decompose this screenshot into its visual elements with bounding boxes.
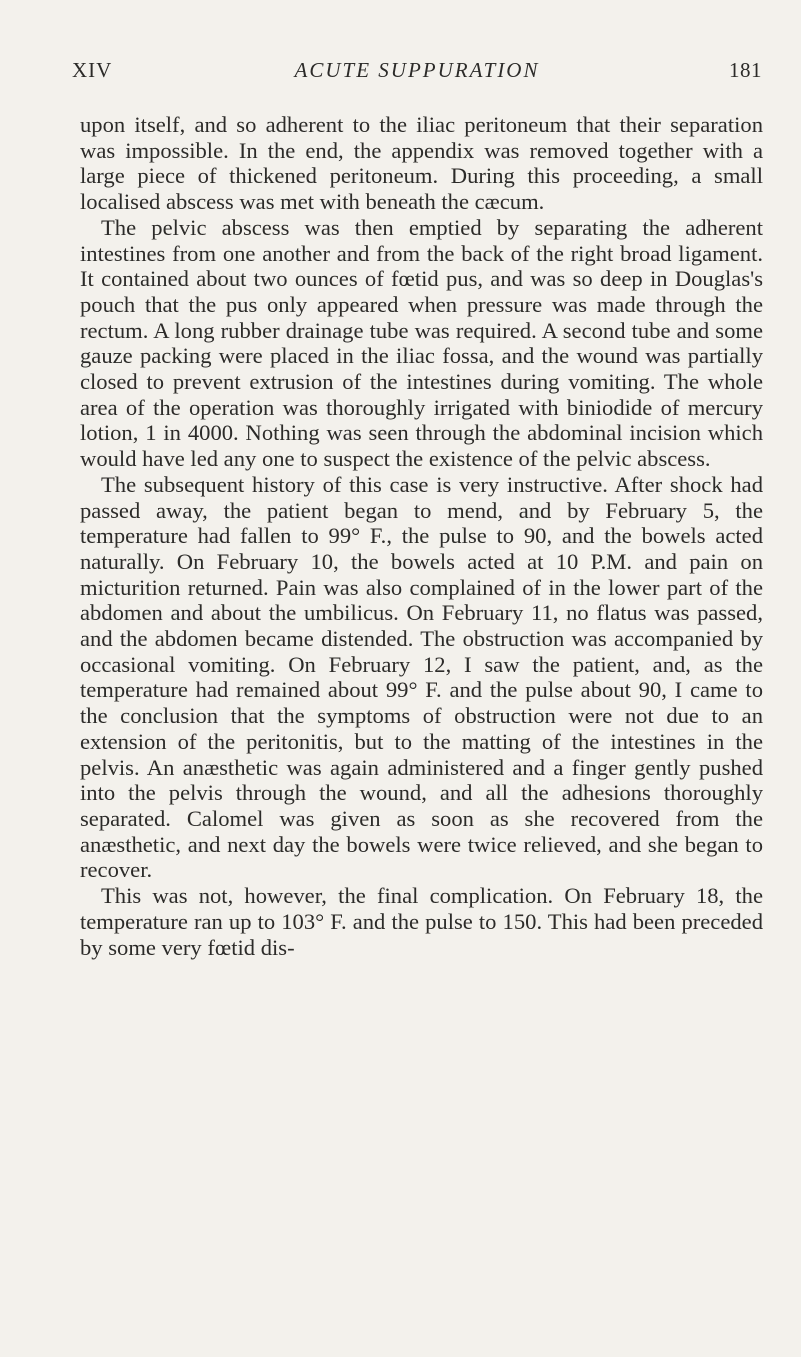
paragraph: The subsequent history of this case is very instructive. After shock had passed away, the patient began to mend, and by February 5, the temperature had fallen to 99° F., the pulse to 90, and the bowels acted naturally. On February 10, the bowels acted at 10 P.M. and pain on micturition returned. Pain was also complained of in the lower part of the abdomen and about the umbilicus. On February 11, no flatus was passed, and the abdomen became distended. The obstruction was accompanied by occasional vomiting. On February 12, I saw the patient, and, as the temperature had remained about 99° F. and the pulse about 90, I came to the conclusion that the symptoms of obstruction were not due to an extension of the peritonitis, but to the matting of the intestines in the pelvis. An anæsthetic was again administered and a finger gently pushed into the pelvis through the wound, and all the adhesions thoroughly separated. Calomel was given as soon as she recovered from the anæsthetic, and next day the bowels were twice relieved, and she began to recover. (80, 471, 763, 883)
paragraph: upon itself, and so adherent to the iliac peritoneum that their separation was impossible. In the end, the appendix was removed together with a large piece of thickened peritoneum. During this proceeding, a small localised abscess was met with beneath the cæcum. (80, 112, 763, 215)
chapter-number: XIV (72, 58, 113, 82)
body-text (80, 112, 763, 960)
running-header (72, 58, 762, 88)
page-number: 181 (729, 58, 762, 82)
paragraph: This was not, however, the final complication. On February 18, the temperature ran up to 103° F. and the pulse to 150. This had been preceded by some very fœtid dis- (80, 883, 763, 960)
paragraph: The pelvic abscess was then emptied by separating the adherent intestines from one another and from the back of the right broad ligament. It contained about two ounces of fœtid pus, and was so deep in Douglas's pouch that the pus only appeared when pressure was made through the rectum. A long rubber drainage tube was required. A second tube and some gauze packing were placed in the iliac fossa, and the wound was partially closed to prevent extrusion of the intestines during vomiting. The whole area of the operation was thoroughly irrigated with biniodide of mercury lotion, 1 in 4000. Nothing was seen through the abdominal incision which would have led any one to suspect the existence of the pelvic abscess. (80, 214, 763, 472)
running-title: ACUTE SUPPURATION (294, 58, 540, 82)
